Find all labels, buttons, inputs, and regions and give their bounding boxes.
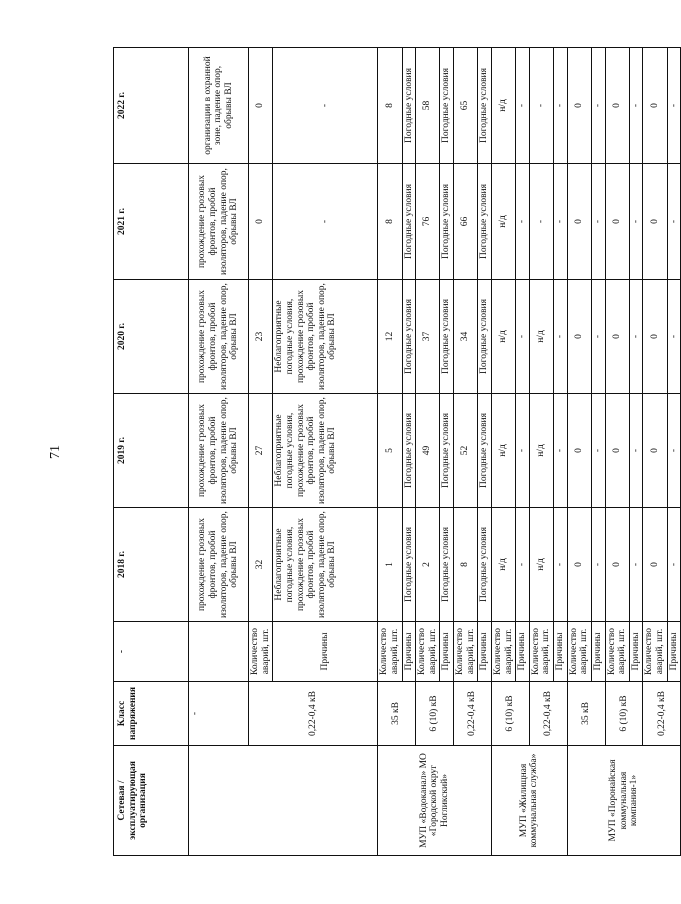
cause-cell: Неблагоприятные погодные условия, прохождение грозовых фронтов, пробой изоляторов, падение опор, обрывы ВЛ bbox=[273, 508, 378, 622]
metric-cell: Количество аварий, шт. bbox=[643, 622, 667, 682]
cause-cell: - bbox=[667, 48, 681, 164]
cause-cell: Погодные условия bbox=[478, 508, 492, 622]
table-row bbox=[491, 48, 515, 856]
count-cell: 27 bbox=[249, 394, 273, 508]
cause-cell: - bbox=[629, 280, 643, 394]
table-row bbox=[189, 48, 249, 856]
count-cell: 65 bbox=[454, 48, 478, 164]
rotated-table-container bbox=[113, 48, 679, 856]
count-cell: 8 bbox=[454, 508, 478, 622]
count-cell: 0 bbox=[605, 280, 629, 394]
metric-cell: Количество аварий, шт. bbox=[491, 622, 515, 682]
cause-cell: Погодные условия bbox=[478, 164, 492, 280]
cause-cell: - bbox=[591, 164, 605, 280]
cause-cell: - bbox=[629, 508, 643, 622]
cause-cell: Погодные условия bbox=[440, 508, 454, 622]
count-cell: 2 bbox=[416, 508, 440, 622]
org-cell bbox=[189, 746, 378, 856]
voltage-cell: 0,22-0,4 кВ bbox=[249, 682, 378, 746]
count-cell: 12 bbox=[378, 280, 402, 394]
page-number: 71 bbox=[48, 445, 63, 459]
incidents-table bbox=[113, 47, 681, 856]
cause-cell: прохождение грозовых фронтов, пробой изоляторов, падение опор, обрывы ВЛ bbox=[189, 394, 249, 508]
cause-cell: Погодные условия bbox=[402, 48, 416, 164]
cause-cell: - bbox=[591, 508, 605, 622]
metric-cell: Причины bbox=[667, 622, 681, 682]
cause-cell: - bbox=[629, 48, 643, 164]
count-cell: 0 bbox=[249, 48, 273, 164]
count-cell: н/д bbox=[491, 48, 515, 164]
header-2021: 2021 г. bbox=[114, 164, 189, 280]
voltage-cell: 35 кВ bbox=[567, 682, 605, 746]
cause-cell: Погодные условия bbox=[402, 394, 416, 508]
cause-cell: - bbox=[516, 280, 530, 394]
cause-cell: Погодные условия bbox=[478, 280, 492, 394]
count-cell: 58 bbox=[416, 48, 440, 164]
count-cell: 52 bbox=[454, 394, 478, 508]
metric-cell: Количество аварий, шт. bbox=[378, 622, 402, 682]
cause-cell: - bbox=[554, 394, 568, 508]
voltage-cell: 35 кВ bbox=[378, 682, 416, 746]
cause-cell: - bbox=[591, 394, 605, 508]
metric-cell: Причины bbox=[402, 622, 416, 682]
count-cell: 0 bbox=[605, 164, 629, 280]
count-cell: 0 bbox=[605, 48, 629, 164]
table-row bbox=[249, 48, 273, 856]
table-row bbox=[416, 48, 440, 856]
cause-cell: - bbox=[629, 164, 643, 280]
cause-cell: - bbox=[667, 508, 681, 622]
header-2018: 2018 г. bbox=[114, 508, 189, 622]
cause-cell: Погодные условия bbox=[478, 394, 492, 508]
count-cell: 23 bbox=[249, 280, 273, 394]
header-org: Сетевая / эксплуатирующая организация bbox=[114, 746, 189, 856]
count-cell: 0 bbox=[567, 48, 591, 164]
voltage-cell: 0,22-0,4 кВ bbox=[454, 682, 492, 746]
cause-cell: - bbox=[516, 48, 530, 164]
count-cell: 49 bbox=[416, 394, 440, 508]
count-cell: 66 bbox=[454, 164, 478, 280]
cause-cell: Погодные условия bbox=[440, 48, 454, 164]
metric-cell: Причины bbox=[554, 622, 568, 682]
count-cell: 0 bbox=[567, 508, 591, 622]
count-cell: 32 bbox=[249, 508, 273, 622]
table-row bbox=[605, 48, 629, 856]
count-cell: 37 bbox=[416, 280, 440, 394]
voltage-cell: 6 (10) кВ bbox=[491, 682, 529, 746]
metric-cell: Количество аварий, шт. bbox=[416, 622, 440, 682]
metric-cell: Причины bbox=[478, 622, 492, 682]
cause-cell: Погодные условия bbox=[440, 280, 454, 394]
count-cell: 0 bbox=[605, 508, 629, 622]
cause-cell: - bbox=[554, 280, 568, 394]
voltage-cell: 6 (10) кВ bbox=[416, 682, 454, 746]
voltage-cell: 6 (10) кВ bbox=[605, 682, 643, 746]
cause-cell: - bbox=[554, 164, 568, 280]
voltage-cell: - bbox=[189, 682, 249, 746]
cause-cell: Погодные условия bbox=[402, 164, 416, 280]
metric-cell: Причины bbox=[591, 622, 605, 682]
org-cell: МУП «Поронайская коммунальная компания-1» bbox=[567, 746, 681, 856]
cause-cell: - bbox=[591, 280, 605, 394]
count-cell: - bbox=[529, 48, 553, 164]
cause-cell: Погодные условия bbox=[402, 280, 416, 394]
metric-cell: Причины bbox=[440, 622, 454, 682]
count-cell: 0 bbox=[643, 394, 667, 508]
count-cell: 0 bbox=[605, 394, 629, 508]
metric-cell: Причины bbox=[629, 622, 643, 682]
count-cell: 8 bbox=[378, 48, 402, 164]
table-row bbox=[529, 48, 553, 856]
metric-cell: Количество аварий, шт. bbox=[567, 622, 591, 682]
cause-cell: - bbox=[667, 164, 681, 280]
cause-cell: - bbox=[667, 394, 681, 508]
cause-cell: Погодные условия bbox=[402, 508, 416, 622]
count-cell: 0 bbox=[567, 394, 591, 508]
count-cell: 0 bbox=[643, 508, 667, 622]
cause-cell: - bbox=[273, 164, 378, 280]
count-cell: 76 bbox=[416, 164, 440, 280]
metric-cell: Количество аварий, шт. bbox=[529, 622, 553, 682]
count-cell: 0 bbox=[567, 280, 591, 394]
header-2019: 2019 г. bbox=[114, 394, 189, 508]
count-cell: н/д bbox=[529, 394, 553, 508]
metric-cell: Количество аварий, шт. bbox=[605, 622, 629, 682]
count-cell: 8 bbox=[378, 164, 402, 280]
cause-cell: прохождение грозовых фронтов, пробой изоляторов, падение опор, обрывы ВЛ bbox=[189, 164, 249, 280]
table-row bbox=[454, 48, 478, 856]
cause-cell: прохождение грозовых фронтов, пробой изоляторов, падение опор, обрывы ВЛ bbox=[189, 508, 249, 622]
cause-cell: прохождение грозовых фронтов, пробой изоляторов, падение опор, обрывы ВЛ bbox=[189, 280, 249, 394]
cause-cell: Погодные условия bbox=[440, 164, 454, 280]
voltage-cell: 0,22-0,4 кВ bbox=[643, 682, 681, 746]
header-2022: 2022 г. bbox=[114, 48, 189, 164]
count-cell: н/д bbox=[491, 164, 515, 280]
count-cell: 1 bbox=[378, 508, 402, 622]
header-metric: - bbox=[114, 622, 189, 682]
voltage-cell: 0,22-0,4 кВ bbox=[529, 682, 567, 746]
header-voltage: Класс напряжения bbox=[114, 682, 189, 746]
count-cell: - bbox=[529, 164, 553, 280]
org-cell: МУП «Водоканал» МО «Городской округ Ногликский» bbox=[378, 746, 492, 856]
metric-cell: Количество аварий, шт. bbox=[249, 622, 273, 682]
cause-cell: - bbox=[554, 508, 568, 622]
count-cell: 0 bbox=[643, 164, 667, 280]
cause-cell: организации в охранной зоне, падение опор, обрывы ВЛ bbox=[189, 48, 249, 164]
cause-cell: - bbox=[516, 508, 530, 622]
cause-cell: Погодные условия bbox=[440, 394, 454, 508]
org-cell: МУП «Жилищная коммунальная служба» bbox=[491, 746, 567, 856]
count-cell: н/д bbox=[529, 280, 553, 394]
count-cell: 0 bbox=[567, 164, 591, 280]
cause-cell: - bbox=[667, 280, 681, 394]
count-cell: 5 bbox=[378, 394, 402, 508]
count-cell: 0 bbox=[643, 48, 667, 164]
metric-cell bbox=[189, 622, 249, 682]
table-row bbox=[567, 48, 591, 856]
cause-cell: - bbox=[273, 48, 378, 164]
table-row bbox=[378, 48, 402, 856]
cause-cell: Неблагоприятные погодные условия, прохождение грозовых фронтов, пробой изоляторов, падение опор, обрывы ВЛ bbox=[273, 280, 378, 394]
count-cell: н/д bbox=[491, 508, 515, 622]
cause-cell: - bbox=[554, 48, 568, 164]
cause-cell: Погодные условия bbox=[478, 48, 492, 164]
metric-cell: Количество аварий, шт. bbox=[454, 622, 478, 682]
metric-cell: Причины bbox=[273, 622, 378, 682]
count-cell: 0 bbox=[249, 164, 273, 280]
table-row bbox=[643, 48, 667, 856]
cause-cell: - bbox=[516, 394, 530, 508]
cause-cell: - bbox=[516, 164, 530, 280]
metric-cell: Причины bbox=[516, 622, 530, 682]
count-cell: 0 bbox=[643, 280, 667, 394]
count-cell: н/д bbox=[491, 280, 515, 394]
header-2020: 2020 г. bbox=[114, 280, 189, 394]
count-cell: 34 bbox=[454, 280, 478, 394]
cause-cell: Неблагоприятные погодные условия, прохождение грозовых фронтов, пробой изоляторов, падение опор, обрывы ВЛ bbox=[273, 394, 378, 508]
count-cell: н/д bbox=[491, 394, 515, 508]
cause-cell: - bbox=[629, 394, 643, 508]
count-cell: н/д bbox=[529, 508, 553, 622]
header-row bbox=[114, 48, 189, 856]
cause-cell: - bbox=[591, 48, 605, 164]
